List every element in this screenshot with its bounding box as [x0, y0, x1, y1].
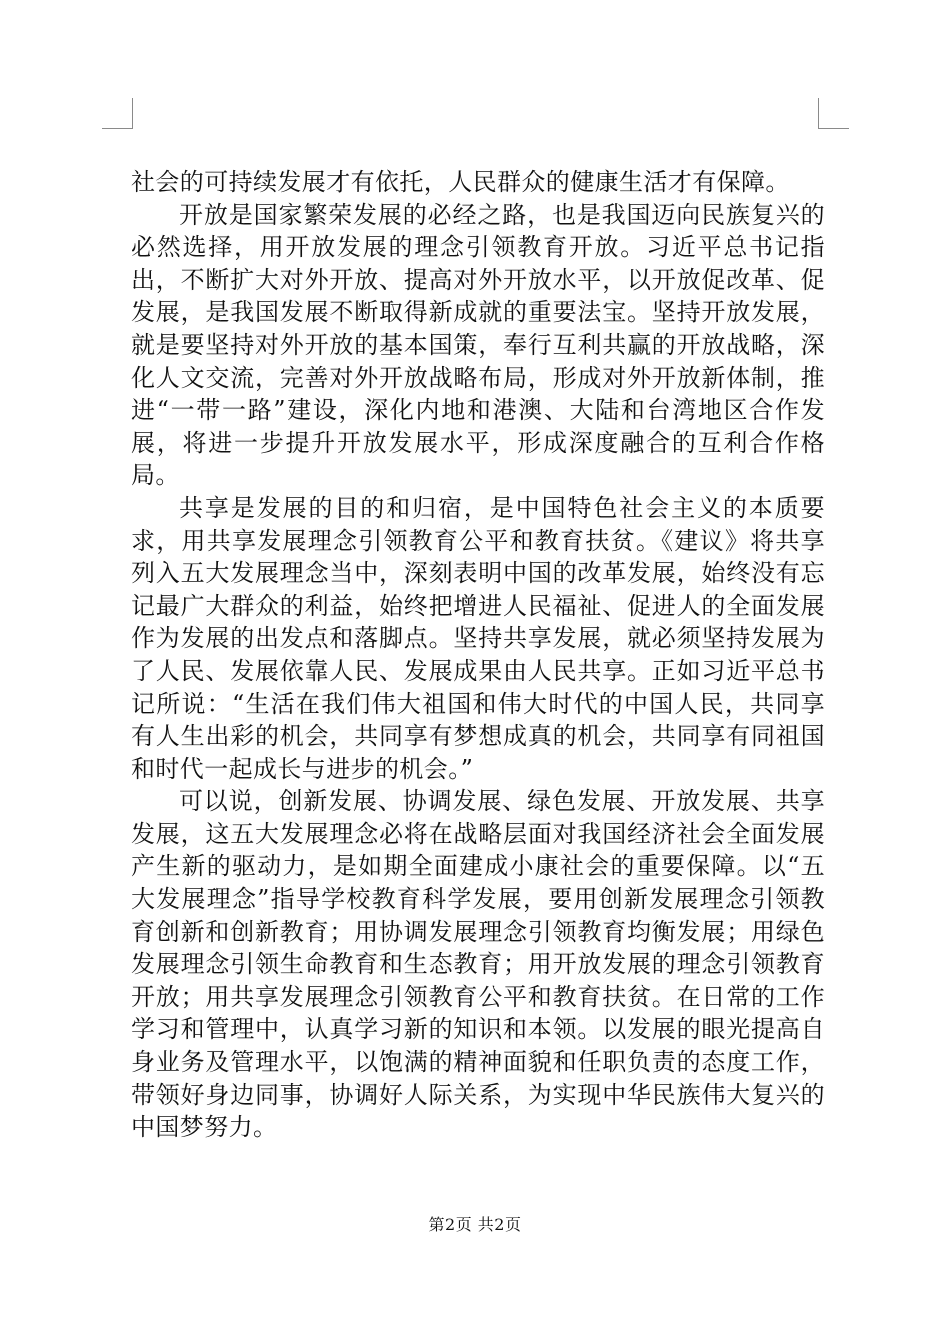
- paragraph-2: 开放是国家繁荣发展的必经之路，也是我国迈向民族复兴的必然选择，用开放发展的理念引领教育开放。习近平总书记指出，不断扩大对外开放、提高对外开放水平，以开放促改革、促发展，是我国发展不断取得新成就的重要法宝。坚持开放发展，就是要坚持对外开放的基本国策，奉行互利共赢的开放战略，深化人文交流，完善对外开放战略布局，形成对外开放新体制，推进“一带一路”建设，深化内地和港澳、大陆和台湾地区合作发展，将进一步提升开放发展水平，形成深度融合的互利合作格局。: [131, 200, 825, 490]
- crop-mark-top-left: [102, 98, 133, 129]
- page-footer: 第2页 共2页: [428, 1215, 522, 1234]
- crop-mark-top-right: [818, 98, 849, 129]
- paragraph-4: 可以说，创新发展、协调发展、绿色发展、开放发展、共享发展，这五大发展理念必将在战略层面对我国经济社会全面发展产生新的驱动力，是如期全面建成小康社会的重要保障。以“五大发展理念”指导学校教育科学发展，要用创新发展理念引领教育创新和创新教育；用协调发展理念引领教育均衡发展；用绿色发展理念引领生命教育和生态教育；用开放发展的理念引领教育开放；用共享发展理念引领教育公平和教育扶贫。在日常的工作学习和管理中，认真学习新的知识和本领。以发展的眼光提高自身业务及管理水平，以饱满的精神面貌和任职负责的态度工作，带领好身边同事，协调好人际关系，为实现中华民族伟大复兴的中国梦努力。: [131, 787, 825, 1142]
- paragraph-1: 社会的可持续发展才有依托，人民群众的健康生活才有保障。: [131, 168, 790, 196]
- paragraph-3: 共享是发展的目的和归宿，是中国特色社会主义的本质要求，用共享发展理念引领教育公平和教育扶贫。《建议》将共享列入五大发展理念当中，深刻表明中国的改革发展，始终没有忘记最广大群众的利益，始终把增进人民福祉、促进人的全面发展作为发展的出发点和落脚点。坚持共享发展，就必须坚持发展为了人民、发展依靠人民、发展成果由人民共享。正如习近平总书记所说：“生活在我们伟大祖国和伟大时代的中国人民，共同享有人生出彩的机会，共同享有梦想成真的机会，共同享有同祖国和时代一起成长与进步的机会。”: [131, 493, 825, 783]
- document-body: [131, 166, 825, 1144]
